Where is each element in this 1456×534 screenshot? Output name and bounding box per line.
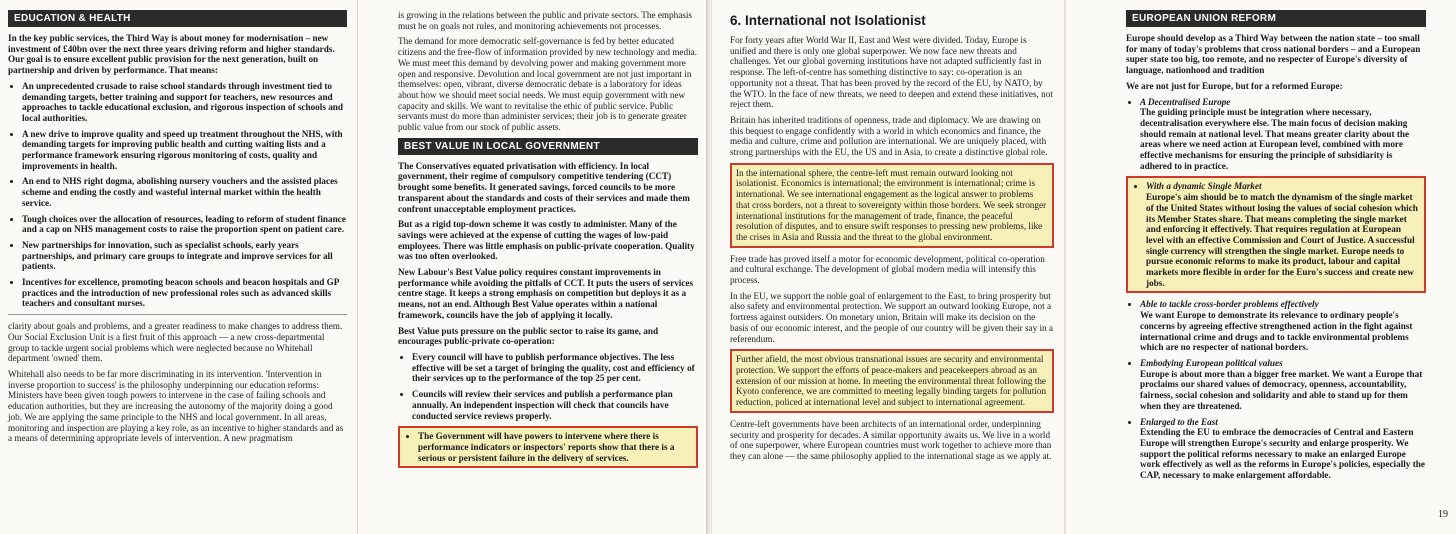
education-bullet-list bbox=[8, 81, 347, 309]
eu-reform-list-continued bbox=[1126, 299, 1426, 480]
lead-paragraph: We are not just for Europe, but for a reformed Europe: bbox=[1126, 80, 1343, 91]
body-paragraph: Centre-left governments have been architects of an international order, underpinning security and prosperity for decades. A similar opportunity awaits us. We live in a world of one superpower, where European countries must work together to achieve more than they can alone — the same philosophy applied to the international stage as we apply at. bbox=[730, 418, 1052, 461]
list-item: • New partnerships for innovation, such as specialist schools, early years partnerships, and primary care groups to integrate and improve services for all patients. bbox=[22, 240, 347, 272]
body-paragraph: Best Value puts pressure on the public sector to raise its game, and encourages public-private co-operation: bbox=[398, 325, 659, 347]
page-best-value bbox=[358, 0, 706, 534]
list-item bbox=[1140, 97, 1426, 172]
highlighted-box bbox=[730, 349, 1054, 413]
body-paragraph: Free trade has proved itself a motor for economic development, political co-operation and cultural exchange. The development of global modern media will intensify this process. bbox=[730, 253, 1045, 286]
list-item: • An unprecedented crusade to raise school standards through investment tied to demanding targets, better training and support for teachers, new resources and approaches to tackle educational exclusion, and rigorous inspection of schools and local authorities. bbox=[22, 81, 347, 124]
section-header-education-health: EDUCATION & HEALTH bbox=[8, 10, 347, 27]
list-item: • Incentives for excellence, promoting beacon schools and beacon hospitals and GP practices and the introduction of new professional roles such as advanced skills teachers and consultant nurses. bbox=[22, 277, 347, 309]
page-eu-reform bbox=[1066, 0, 1456, 534]
list-item: • Councils will review their services and publish a performance plan annually. An independent inspection will check that councils have conducted service reviews properly. bbox=[412, 389, 698, 421]
list-item: • Every council will have to publish performance objectives. The less effective will be set a target of bringing the quality, cost and efficiency of their services up to the performance of the top 25 per cent. bbox=[412, 352, 698, 384]
list-item bbox=[1140, 417, 1426, 481]
body-paragraph: In the EU, we support the noble goal of enlargement to the East, to bring prosperity but also safety and environmental protection. We support an outward looking Europe, not a fortress against outsiders. On monetary union, Britain will make its decision on the basis of our economic interest, and the people of our country will be given their say in a referendum. bbox=[730, 290, 1054, 344]
list-item bbox=[1140, 299, 1426, 353]
body-paragraph: Whitehall also needs to be far more discriminating in its intervention. 'Intervention in inverse proportion to success' is the philosophy underpinning our education reforms: Ministers have been given tough powers to intervene in the case of failing schools and education authorities, but they are increasing the autonomy of the majority doing a good job. We are applying the same principle to the NHS and local government. In all areas, monitoring and inspection are playing a key role, as an incentive to higher standards and as a means of determining appropriate levels of intervention. A new pragmatism bbox=[8, 368, 344, 444]
divider bbox=[8, 314, 347, 315]
body-paragraph: The demand for more democratic self-governance is fed by better educated citizens and the free-flow of information provided by new technology and media. We must meet this demand by devolving power and making government more open and responsive. Devolution and local government are not just important in themselves: open, vibrant, diverse democratic debate is a laboratory for ideas about how we should meet social needs. We must equip government with new capacity and skills. We want to revitalise the ethic of public service. Public servants must do more than administer services; their job is to generate greater public value from our stock of public assets. bbox=[398, 36, 698, 133]
list-item: • The Government will have powers to intervene where there is performance indicators or inspectors' reports show that there is a serious or persistent failure in the delivery of services. bbox=[418, 431, 692, 463]
list-item: • Tough choices over the allocation of resources, leading to reform of student finance and a cap on NHS management costs to raise the proportion spent on patient care. bbox=[22, 214, 347, 235]
intro-paragraph: In the key public services, the Third Way is about money for modernisation – new investment of £40bn over the next three years driving reform and higher standards. Our goal is to ensure excellent public provision for the next generation, built on partnership and driven by performance. That means: bbox=[8, 33, 335, 76]
item-title: • Embodying European political values bbox=[1140, 357, 1283, 368]
item-title: • Enlarged to the East bbox=[1140, 416, 1218, 427]
section-header-eu-reform: EUROPEAN UNION REFORM bbox=[1126, 10, 1426, 27]
chapter-title: 6. International not Isolationist bbox=[730, 13, 926, 28]
item-title: • With a dynamic Single Market bbox=[1146, 181, 1262, 192]
body-paragraph: The Conservatives equated privatisation with efficiency. In local government, their regime of compulsory competitive tendering (CCT) brought some benefits. It generated savings, forced councils to be more transparent about the standards and costs of their services and made them confront unacceptable employment practices. bbox=[398, 160, 690, 214]
highlighted-box bbox=[1126, 176, 1426, 293]
item-text: Europe's aim should be to match the dynamism of the single market of the United States without losing the values of social cohesion which its Member States share. That means completing the single market and enforcing it effectively. That requires regulation at European level with an effective Commission and Court of Justice. A successful single currency will strengthen the single market. Europe needs to pursue economic reforms to make its product, labour and capital markets more flexible in order for the Euro's success and create new jobs. bbox=[1146, 192, 1418, 288]
page-education-health bbox=[0, 0, 357, 534]
list-item bbox=[1146, 181, 1420, 288]
body-paragraph: Britain has inherited traditions of openness, trade and diplomacy. We are drawing on this bequest to engage confidently with a world in which economics and finance, the media and culture, crime and pollution are international. We are uniquely placed, with strong partnerships with the EU, the US and in Asia, to create a distinctive global role. bbox=[730, 114, 1048, 158]
best-value-bullet-list bbox=[398, 352, 698, 421]
body-paragraph: New Labour's Best Value policy requires constant improvements in performance while avoiding the pitfalls of CCT. It puts the users of services centre stage. It keeps a strong emphasis on competition but deploys it as a means, not an end. Although Best Value operates within a national framework, councils have the job of applying it locally. bbox=[398, 267, 694, 320]
item-title: • Able to tackle cross-border problems effectively bbox=[1140, 299, 1319, 310]
boxed-paragraph: Further afield, the most obvious transnational issues are security and environmental protection. We support the efforts of peace-makers and peacekeepers abroad as an extension of our mission at home. In meeting the environmental threat following the Kyoto conference, we are committed to meeting legally binding targets for pollution reduction, policed at international level and subject to international agreement. bbox=[736, 354, 1047, 408]
list-item: • An end to NHS right dogma, abolishing nursery vouchers and the assisted places scheme and ending the costly and wasteful internal market within the health service. bbox=[22, 176, 347, 208]
item-title: • A Decentralised Europe bbox=[1140, 96, 1231, 107]
page-number: 19 bbox=[1438, 509, 1448, 520]
body-paragraph: clarity about goals and problems, and a greater readiness to make changes to address them. Our Social Exclusion Unit is a first fruit of this approach — a new cross-departmental group to tackle urgent social problems which were neglected because no Whitehall department 'owned' them. bbox=[8, 321, 343, 364]
item-text: Extending the EU to embrace the democracies of Central and Eastern Europe will strengthen Europe's security and enlarge prosperity. We support the political reforms necessary to make an enlarged Europe work effectively as well as the reforms in Europe's policies, especially the CAP, necessary to make enlargement affordable. bbox=[1140, 427, 1425, 481]
boxed-paragraph: In the international sphere, the centre-left must remain outward looking not isolationist. Economics is international; the environment is international; crime is international. We see international engagement as the logical answer to problems that cross borders, not a threat to sovereignty within those borders. We seek stronger international institutions for the management of trade, finance, the peaceful resolution of disputes, and to ensure swift responses to pressing new problems, like the crises in Asia and Russia and the threat to the global environment. bbox=[736, 167, 1047, 242]
body-paragraph: But as a rigid top-down scheme it was costly to administer. Many of the savings were achieved at the expense of cutting the wages of low-paid employees. There was little emphasis on public-private cooperation. Quality was too often overlooked. bbox=[398, 219, 695, 262]
highlighted-box bbox=[730, 163, 1054, 248]
eu-reform-list bbox=[1126, 97, 1426, 172]
section-header-best-value: BEST VALUE IN LOCAL GOVERNMENT bbox=[398, 138, 698, 155]
body-paragraph: is growing in the relations between the public and private sectors. The emphasis must be on goals not rules, and monitoring achievements not processes. bbox=[398, 10, 693, 31]
body-paragraph: For forty years after World War II, East and West were divided. Today, Europe is unified and there is only one global superpower. We now face new threats and challenges. Yet our global governing institutions have not adapted sufficiently fast in response. The left-of-centre has something distinctive to say: co-operation is an opportunity not a threat. That has been proved by the record of the EU, by NATO, by the WTO. In the face of new threats, we need to deepen and extend these initiatives, not reject them. bbox=[730, 35, 1053, 110]
page-international bbox=[712, 0, 1064, 534]
item-text: The guiding principle must be integration where necessary, decentralisation everywhere else. The main focus of decision making should remain at national level. That means greater clarity about the areas where we need action at European level, combined with more effective mechanisms for ensuring the principle of subsidiarity is adhered to in practice. bbox=[1140, 107, 1410, 171]
item-text: We want Europe to demonstrate its relevance to ordinary people's concerns by agreeing effective strengthened action in the fight against international crime and drugs and to tackle environmental problems which are no respecter of national borders. bbox=[1140, 310, 1413, 353]
item-text: Europe is about more than a bigger free market. We want a Europe that proclaims our shared values of democracy, openness, accountability, fairness, social cohesion and solidarity and able to stand up for them when they are threatened. bbox=[1140, 368, 1423, 411]
highlighted-box bbox=[398, 426, 698, 468]
intro-paragraph: Europe should develop as a Third Way between the nation state – too small for many of today's problems that cross national borders – and a European super state too big, too remote, and no respecter of Europe's diversity of language, nationhood and tradition bbox=[1126, 33, 1421, 76]
list-item: • A new drive to improve quality and speed up treatment throughout the NHS, with demanding targets for improving public health and cutting waiting lists and a performance framework ensuring rigorous monitoring of costs, quality and improvements in health. bbox=[22, 129, 347, 172]
list-item bbox=[1140, 358, 1426, 412]
